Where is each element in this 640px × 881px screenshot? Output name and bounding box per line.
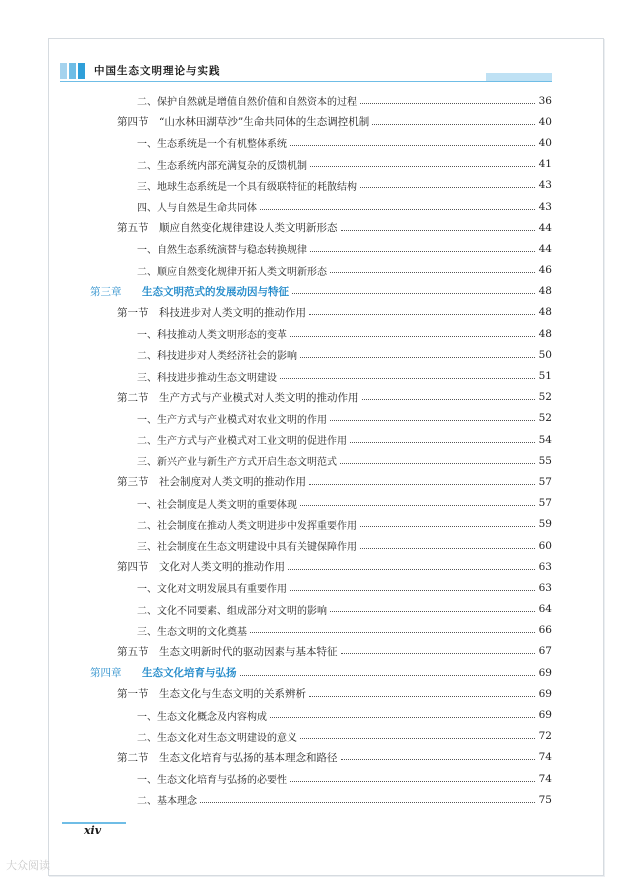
toc-entry-label: 第五节 xyxy=(117,645,149,658)
toc-entry-page: 54 xyxy=(538,433,552,446)
toc-entry-title: 四、人与自然是生命共同体 xyxy=(137,203,257,215)
dot-leader xyxy=(341,229,536,231)
dot-leader xyxy=(309,483,535,485)
dot-leader xyxy=(250,631,535,633)
toc-entry-page: 36 xyxy=(538,94,552,107)
dot-leader xyxy=(290,589,535,591)
toc-entry-sub[interactable] xyxy=(90,514,552,535)
toc-entry-label: 第四章 xyxy=(90,667,122,680)
dot-leader xyxy=(341,758,536,760)
toc-entry-page: 52 xyxy=(538,412,552,425)
toc-entry-title: 三、地球生态系统是一个具有级联特征的耗散结构 xyxy=(137,181,357,193)
toc-entry-section[interactable] xyxy=(90,111,552,132)
toc-entry-page: 51 xyxy=(538,370,552,383)
dot-leader xyxy=(300,504,535,506)
toc-entry-sub[interactable] xyxy=(90,344,552,365)
toc-entry-section[interactable] xyxy=(90,471,552,492)
toc-entry-sub[interactable] xyxy=(90,196,552,217)
toc-entry-sub[interactable] xyxy=(90,450,552,471)
toc-entry-sub[interactable] xyxy=(90,768,552,789)
toc-entry-sub[interactable] xyxy=(90,599,552,620)
toc-entry-title: 一、生态系统是一个有机整体系统 xyxy=(137,139,287,151)
toc-entry-title: 顺应自然变化规律建设人类文明新形态 xyxy=(159,222,338,235)
toc-entry-title: 文化对人类文明的推动作用 xyxy=(159,561,285,574)
dot-leader xyxy=(350,441,535,443)
dot-leader xyxy=(300,356,535,358)
toc-entry-section[interactable] xyxy=(90,641,552,662)
toc-entry-title: 一、生态文化培育与弘扬的必要性 xyxy=(137,775,287,787)
dot-leader xyxy=(290,780,535,782)
header-rule xyxy=(60,81,552,82)
header-square-medium xyxy=(69,63,76,79)
toc-entry-title: 二、基本理念 xyxy=(137,796,197,808)
toc-entry-page: 44 xyxy=(538,242,552,255)
toc-entry-title: 一、自然生态系统演替与稳态转换规律 xyxy=(137,245,307,257)
toc-entry-title: 三、社会制度在生态文明建设中具有关键保障作用 xyxy=(137,542,357,554)
toc-entry-title: 生产方式与产业模式对人类文明的推动作用 xyxy=(159,391,359,404)
toc-entry-section[interactable] xyxy=(90,556,552,577)
toc-entry-title: 一、生产方式与产业模式对农业文明的作用 xyxy=(137,414,327,426)
running-header xyxy=(60,57,552,83)
dot-leader xyxy=(288,568,535,570)
toc-entry-title: 社会制度对人类文明的推动作用 xyxy=(159,476,306,489)
dot-leader xyxy=(270,716,535,718)
toc-entry-sub[interactable] xyxy=(90,620,552,641)
toc-entry-title: 一、社会制度是人类文明的重要体现 xyxy=(137,499,297,511)
dot-leader xyxy=(280,377,535,379)
dot-leader xyxy=(292,292,535,294)
toc-entry-page: 52 xyxy=(538,391,552,404)
toc-entry-sub[interactable] xyxy=(90,726,552,747)
dot-leader xyxy=(372,123,535,125)
toc-entry-page: 74 xyxy=(538,751,552,764)
toc-entry-sub[interactable] xyxy=(90,789,552,810)
toc-entry-sub[interactable] xyxy=(90,175,552,196)
toc-entry-page: 43 xyxy=(538,179,552,192)
dot-leader xyxy=(290,144,535,146)
dot-leader xyxy=(330,419,535,421)
toc-entry-page: 48 xyxy=(538,327,552,340)
toc-entry-sub[interactable] xyxy=(90,323,552,344)
dot-leader xyxy=(360,186,535,188)
toc-entry-page: 41 xyxy=(538,158,552,171)
toc-entry-section[interactable] xyxy=(90,747,552,768)
toc-entry-page: 44 xyxy=(538,221,552,234)
header-square-light xyxy=(60,63,67,79)
toc-entry-label: 第四节 xyxy=(117,116,149,129)
toc-entry-title: 二、文化不同要素、组成部分对文明的影响 xyxy=(137,605,327,617)
toc-entry-label: 第二节 xyxy=(117,391,149,404)
toc-entry-label: 第五节 xyxy=(117,222,149,235)
toc-entry-page: 59 xyxy=(538,518,552,531)
toc-entry-title: 二、生态文化对生态文明建设的意义 xyxy=(137,732,297,744)
toc-entry-page: 57 xyxy=(538,497,552,510)
toc-entry-page: 66 xyxy=(538,624,552,637)
dot-leader xyxy=(309,313,535,315)
toc-entry-page: 69 xyxy=(538,709,552,722)
toc-entry-title: 三、新兴产业与新生产方式开启生态文明范式 xyxy=(137,457,337,469)
toc-entry-label: 第三节 xyxy=(117,476,149,489)
toc-entry-section[interactable] xyxy=(90,683,552,704)
toc-entry-title: 二、生产方式与产业模式对工业文明的促进作用 xyxy=(137,436,347,448)
toc-entry-label: 第一节 xyxy=(117,688,149,701)
toc-entry-title: 二、生态系统内部充满复杂的反馈机制 xyxy=(137,160,307,172)
toc-entry-title: 二、顺应自然变化规律开拓人类文明新形态 xyxy=(137,266,327,278)
toc-entry-title: 二、社会制度在推动人类文明进步中发挥重要作用 xyxy=(137,520,357,532)
table-of-contents xyxy=(90,90,552,810)
toc-entry-title: 生态文化与生态文明的关系辨析 xyxy=(159,688,306,701)
toc-entry-section[interactable] xyxy=(90,387,552,408)
toc-entry-page: 40 xyxy=(538,136,552,149)
dot-leader xyxy=(362,398,536,400)
toc-entry-title: 生态文明范式的发展动因与特征 xyxy=(142,285,289,298)
book-title: 中国生态文明理论与实践 xyxy=(94,65,221,77)
toc-entry-page: 43 xyxy=(538,200,552,213)
toc-entry-label: 第二节 xyxy=(117,751,149,764)
toc-entry-chapter[interactable] xyxy=(90,662,552,683)
header-square-dark xyxy=(78,63,85,79)
toc-entry-page: 74 xyxy=(538,772,552,785)
dot-leader xyxy=(240,674,536,676)
dot-leader xyxy=(340,462,535,464)
toc-entry-sub[interactable] xyxy=(90,90,552,111)
toc-entry-section[interactable] xyxy=(90,217,552,238)
toc-entry-label: 第一节 xyxy=(117,306,149,319)
dot-leader xyxy=(290,335,535,337)
toc-entry-page: 55 xyxy=(538,454,552,467)
toc-entry-page: 60 xyxy=(538,539,552,552)
toc-entry-sub[interactable] xyxy=(90,493,552,514)
dot-leader xyxy=(360,547,535,549)
dot-leader xyxy=(330,610,535,612)
dot-leader xyxy=(309,695,535,697)
toc-entry-page: 48 xyxy=(538,285,552,298)
toc-entry-title: 一、科技推动人类文明形态的变革 xyxy=(137,330,287,342)
toc-entry-title: “山水林田湖草沙”生命共同体的生态调控机制 xyxy=(159,116,370,129)
toc-entry-title: 二、保护自然就是增值自然价值和自然资本的过程 xyxy=(137,97,357,109)
page-number: xiv xyxy=(84,824,102,837)
toc-entry-sub[interactable] xyxy=(90,154,552,175)
toc-entry-page: 67 xyxy=(538,645,552,658)
dot-leader xyxy=(200,801,535,803)
toc-entry-title: 一、文化对文明发展具有重要作用 xyxy=(137,584,287,596)
dot-leader xyxy=(260,208,535,210)
toc-entry-page: 57 xyxy=(538,475,552,488)
toc-entry-sub[interactable] xyxy=(90,408,552,429)
toc-entry-page: 46 xyxy=(538,264,552,277)
toc-entry-sub[interactable] xyxy=(90,535,552,556)
watermark-text: 大众阅读 xyxy=(6,859,50,872)
toc-entry-sub[interactable] xyxy=(90,429,552,450)
toc-entry-label: 第三章 xyxy=(90,285,122,298)
dot-leader xyxy=(341,652,536,654)
toc-entry-title: 三、生态文明的文化奠基 xyxy=(137,626,247,638)
toc-entry-page: 69 xyxy=(538,687,552,700)
toc-entry-sub[interactable] xyxy=(90,577,552,598)
dot-leader xyxy=(310,165,535,167)
toc-entry-title: 生态文化培育与弘扬的基本理念和路径 xyxy=(159,751,338,764)
toc-entry-title: 一、生态文化概念及内容构成 xyxy=(137,711,267,723)
toc-entry-sub[interactable] xyxy=(90,365,552,386)
toc-entry-page: 63 xyxy=(538,560,552,573)
toc-entry-title: 生态文化培育与弘扬 xyxy=(142,667,237,680)
toc-entry-sub[interactable] xyxy=(90,132,552,153)
toc-entry-page: 48 xyxy=(538,306,552,319)
dot-leader xyxy=(360,525,535,527)
toc-entry-section[interactable] xyxy=(90,302,552,323)
dot-leader xyxy=(360,102,535,104)
toc-entry-label: 第四节 xyxy=(117,561,149,574)
header-accent-band xyxy=(486,73,552,81)
toc-entry-title: 生态文明新时代的驱动因素与基本特征 xyxy=(159,645,338,658)
toc-entry-title: 三、科技进步推动生态文明建设 xyxy=(137,372,277,384)
dot-leader xyxy=(300,737,535,739)
toc-entry-page: 75 xyxy=(538,793,552,806)
toc-entry-sub[interactable] xyxy=(90,238,552,259)
toc-entry-page: 50 xyxy=(538,348,552,361)
toc-entry-title: 科技进步对人类文明的推动作用 xyxy=(159,306,306,319)
dot-leader xyxy=(330,271,535,273)
toc-entry-sub[interactable] xyxy=(90,704,552,725)
toc-entry-page: 69 xyxy=(538,666,552,679)
toc-entry-page: 40 xyxy=(538,115,552,128)
toc-entry-page: 64 xyxy=(538,603,552,616)
toc-entry-sub[interactable] xyxy=(90,260,552,281)
dot-leader xyxy=(310,250,535,252)
toc-entry-title: 二、科技进步对人类经济社会的影响 xyxy=(137,351,297,363)
toc-entry-chapter[interactable] xyxy=(90,281,552,302)
toc-entry-page: 72 xyxy=(538,730,552,743)
toc-entry-page: 63 xyxy=(538,581,552,594)
